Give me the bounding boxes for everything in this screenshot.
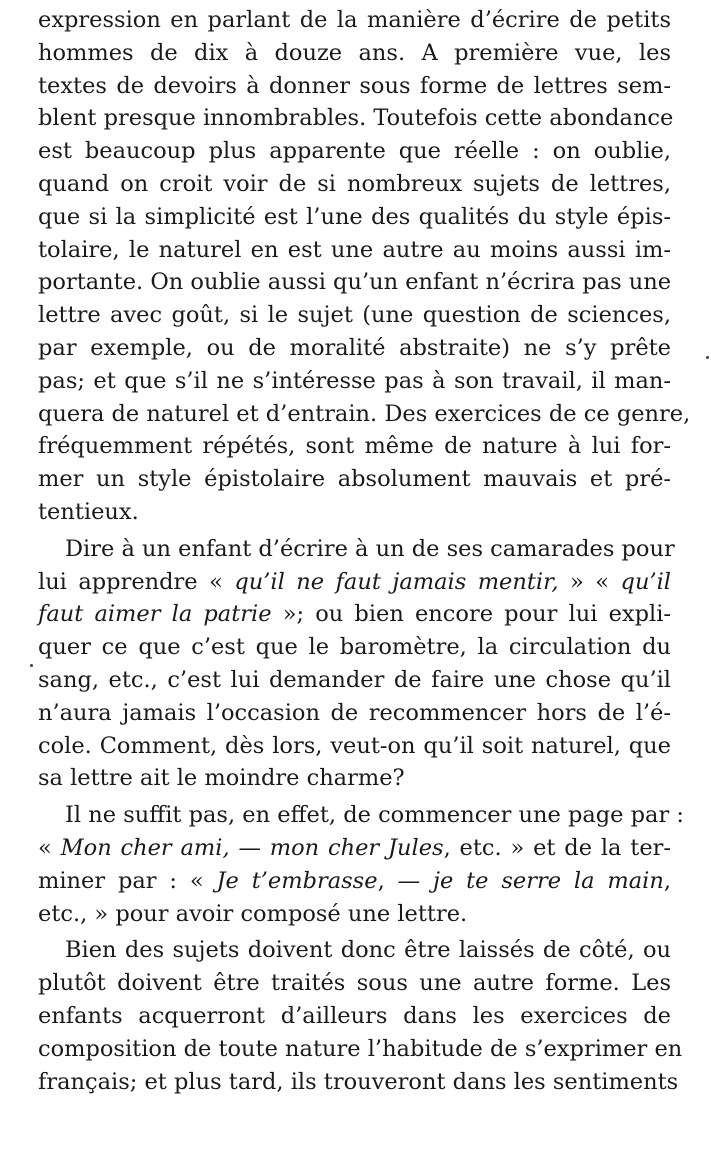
text-line — [38, 496, 671, 529]
text-run: lui apprendre « — [38, 568, 235, 595]
text-run: plutôt doivent être traités sous une autre forme. Les — [38, 970, 671, 997]
text-run: est beaucoup plus apparente que réelle : on oublie, — [38, 138, 671, 165]
text-run: » « — [558, 568, 621, 595]
text-line — [38, 799, 684, 832]
text-run: , etc. » et de la ter- — [443, 834, 672, 861]
text-line — [38, 898, 671, 931]
text-run: etc., » pour avoir composé une lettre. — [38, 900, 468, 927]
text-line — [38, 762, 671, 795]
paragraph — [38, 533, 675, 795]
text-line — [38, 4, 671, 37]
body-text — [38, 4, 691, 1098]
text-run: Bien des sujets doivent donc être laissés de côté, ou — [65, 937, 671, 964]
text-run: , — — [377, 867, 433, 894]
text-line — [38, 37, 671, 70]
text-run: composition de toute nature l’habitude de s’exprimer en — [38, 1035, 683, 1062]
italic-text: Je t’embrasse — [216, 867, 378, 894]
text-line — [38, 832, 671, 865]
text-run: que si la simplicité est l’une des qualités du style épis- — [38, 203, 671, 230]
text-line — [38, 664, 671, 697]
text-run: par exemple, ou de moralité abstraite) ne s’y prête — [38, 334, 671, 361]
text-run: Il ne suffit pas, en effet, de commencer une page par : — [65, 802, 684, 829]
text-run: sang, etc., c’est lui demander de faire une chose qu’il — [38, 666, 671, 693]
text-run: , — [663, 867, 671, 894]
italic-text: Mon cher ami, — mon cher Jules — [60, 834, 444, 861]
text-line — [38, 70, 671, 103]
text-run: « — [38, 834, 61, 861]
text-line — [38, 234, 671, 267]
text-line — [38, 1000, 671, 1033]
text-line — [38, 865, 671, 898]
text-run: tentieux. — [38, 498, 139, 525]
text-run: quand on croit voir de si nombreux sujets de lettres, — [38, 170, 671, 197]
text-run: cole. Comment, dès lors, veut-on qu’il soit naturel, que — [38, 732, 671, 759]
text-line — [38, 201, 671, 234]
paragraph — [38, 799, 684, 930]
text-run: blent presque innombrables. Toutefois cette abondance — [38, 105, 674, 132]
text-run: expression en parlant de la manière d’écrire de petits — [38, 7, 671, 33]
italic-text: faut aimer la patrie — [38, 601, 272, 628]
text-run: fréquemment répétés, sont même de nature à lui for- — [38, 433, 671, 460]
text-line — [38, 631, 671, 664]
text-line — [38, 1066, 679, 1099]
text-run: quera de naturel et d’entrain. Des exercices de ce genre, — [38, 400, 691, 427]
text-run: enfants acquerront d’ailleurs dans les exercices de — [38, 1002, 671, 1029]
text-line — [38, 332, 671, 365]
text-run: pas; et que s’il ne s’intéresse pas à son travail, il man- — [38, 367, 671, 394]
text-line — [38, 102, 674, 135]
text-run: hommes de dix à douze ans. A première vue, les — [38, 39, 671, 66]
text-run: quer ce que c’est que le baromètre, la circulation du — [38, 634, 671, 661]
text-line — [38, 168, 671, 201]
text-run: »; ou bien encore pour lui expli- — [271, 601, 671, 628]
print-speck — [30, 664, 33, 667]
text-line — [38, 135, 671, 168]
italic-text: qu’il — [620, 568, 671, 595]
text-line — [38, 697, 671, 730]
text-line — [38, 598, 671, 631]
paragraph — [38, 934, 683, 1098]
text-run: lettre avec goût, si le sujet (une question de sciences, — [38, 302, 671, 329]
italic-text: je te serre la main — [432, 867, 664, 894]
text-line — [38, 299, 671, 332]
text-line — [38, 1033, 683, 1066]
print-speck — [706, 356, 709, 359]
text-run: textes de devoirs à donner sous forme de lettres sem- — [38, 72, 671, 99]
text-run: français; et plus tard, ils trouveront dans les sentiments — [38, 1068, 679, 1095]
text-run: sa lettre ait le moindre charme? — [38, 765, 405, 792]
text-line — [38, 967, 671, 1000]
text-line — [38, 430, 671, 463]
text-line — [38, 266, 671, 299]
text-line — [38, 463, 671, 496]
text-line — [38, 398, 691, 431]
text-line — [38, 365, 671, 398]
text-run: tolaire, le naturel en est une autre au moins aussi im- — [38, 236, 671, 263]
text-run: portante. On oublie aussi qu’un enfant n’écrira pas une — [38, 269, 672, 296]
text-run: n’aura jamais l’occasion de recommencer hors de l’é- — [38, 699, 671, 726]
italic-text: qu’il ne faut jamais mentir, — [234, 568, 559, 595]
text-run: Dire à un enfant d’écrire à un de ses camarades pour — [65, 535, 675, 562]
text-line — [38, 934, 671, 967]
text-run: miner par : « — [38, 867, 217, 894]
paragraph — [38, 4, 691, 529]
text-run: mer un style épistolaire absolument mauvais et pré- — [38, 466, 671, 493]
text-line — [38, 533, 675, 566]
text-line — [38, 566, 671, 599]
text-line — [38, 730, 671, 763]
